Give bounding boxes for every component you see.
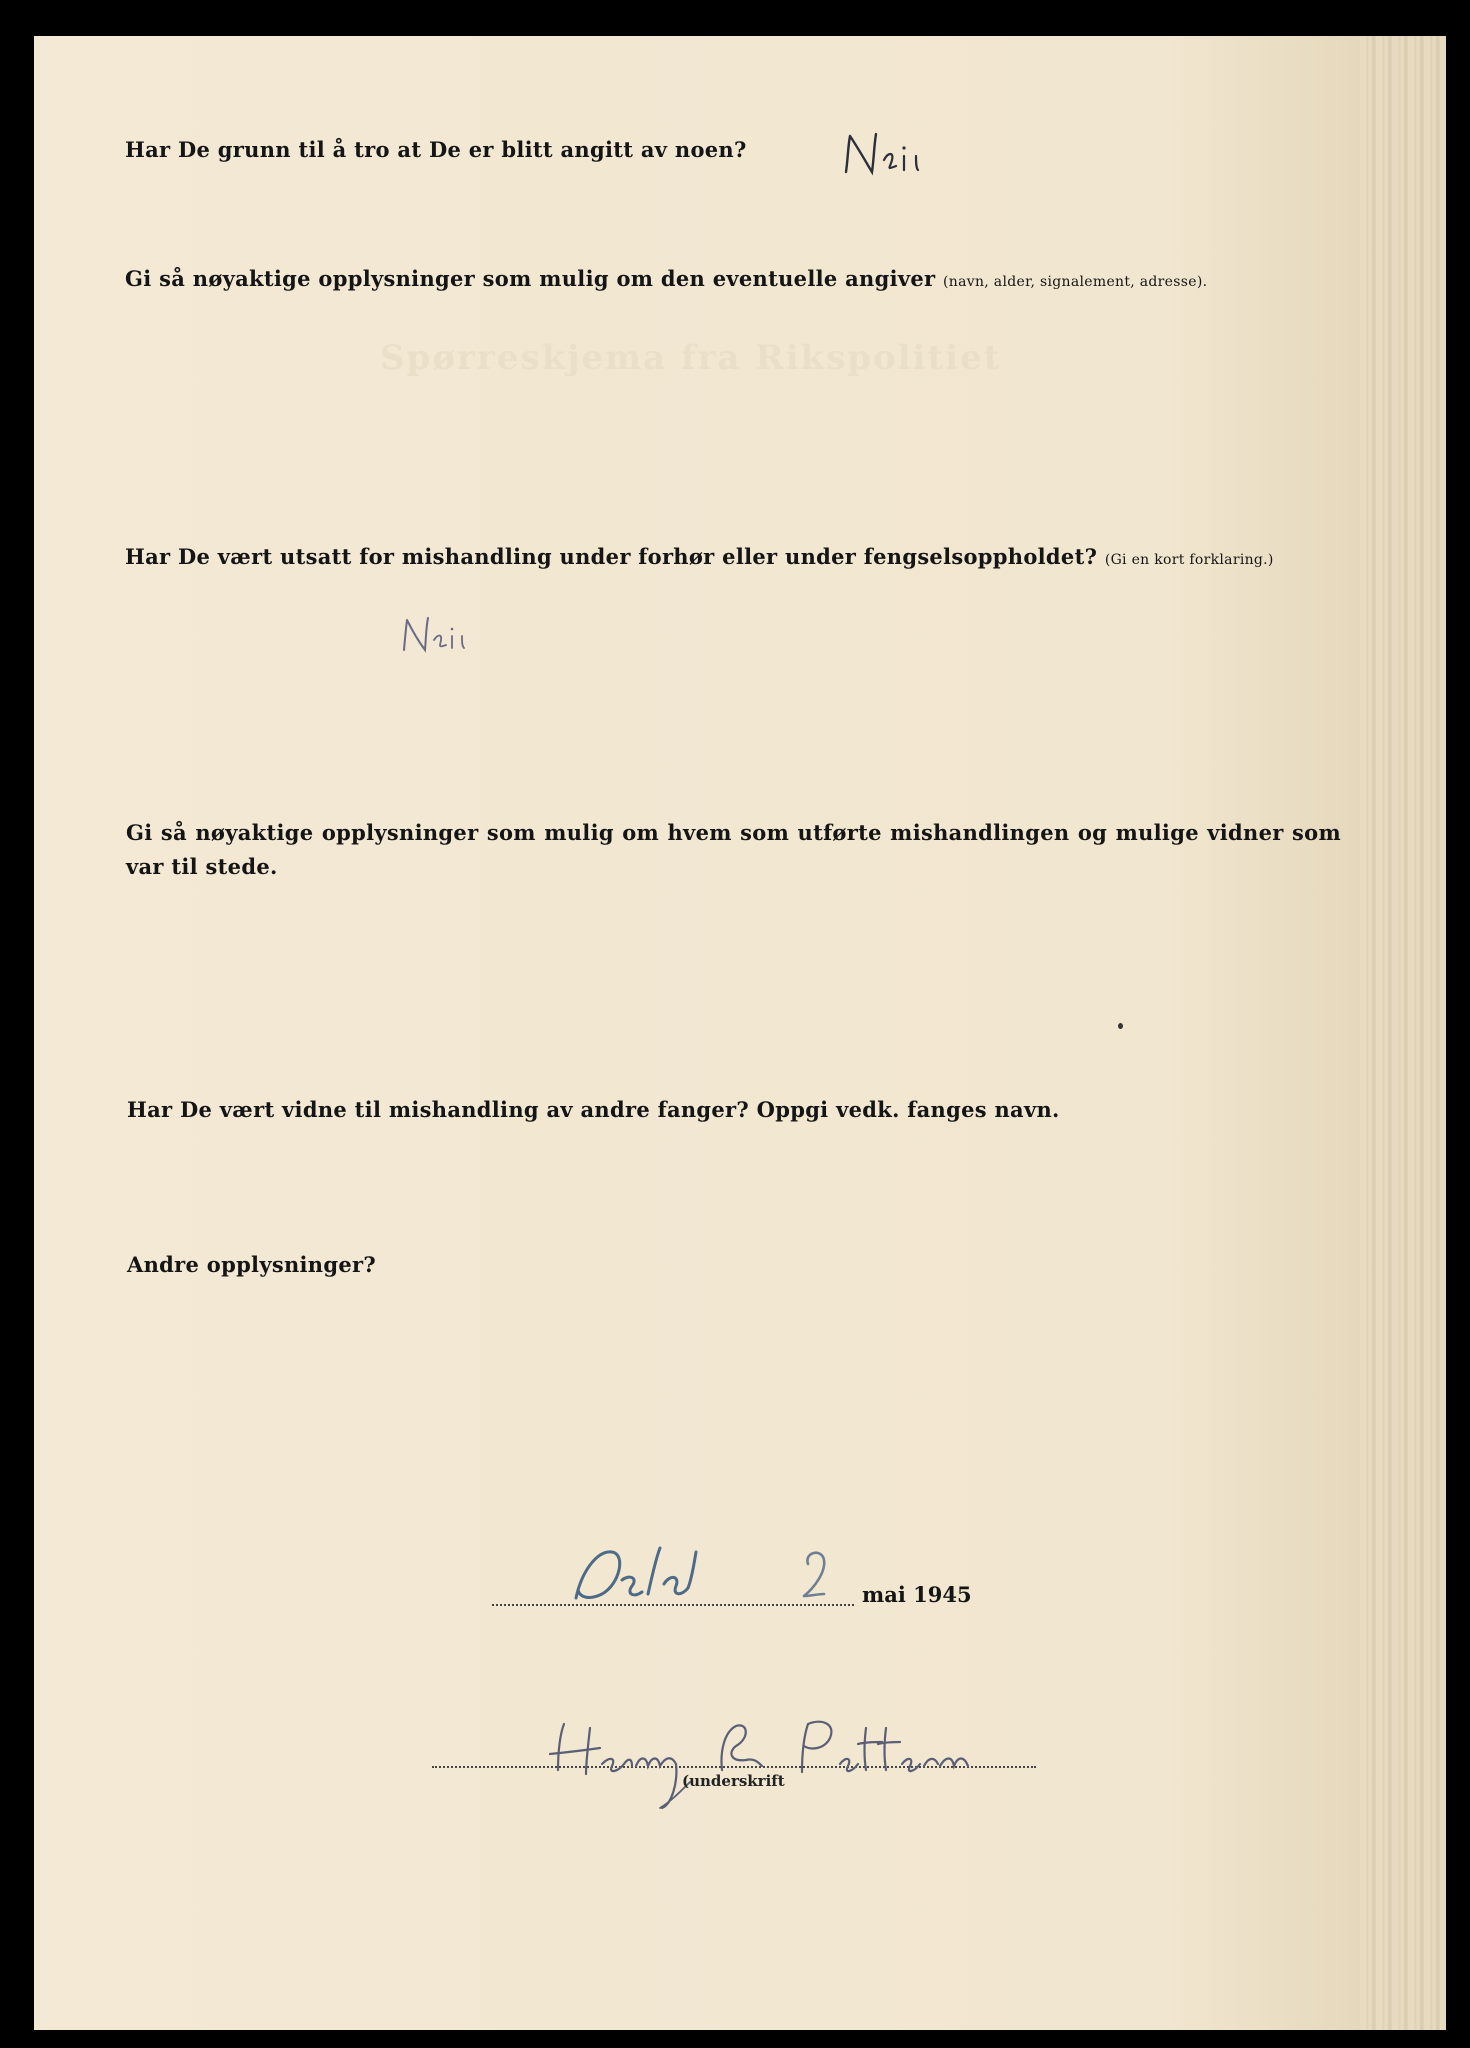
question-vidner bbox=[126, 816, 1341, 884]
question-angiver bbox=[125, 266, 1207, 291]
question-andre-fanger-text: Har De vært vidne til mishandling av andre fanger? Oppgi vedk. fanges navn. bbox=[127, 1097, 1060, 1122]
handwritten-signature bbox=[540, 1712, 1040, 1812]
question-vidner-text: Gi så nøyaktige opplysninger som mulig om hvem som utførte mishandlingen og mulige vidner som var til stede. bbox=[126, 820, 1341, 879]
ink-speck bbox=[1118, 1023, 1123, 1029]
question-angiver-text: Gi så nøyaktige opplysninger som mulig om den eventuelle angiver bbox=[125, 266, 936, 291]
handwritten-answer-nei-2 bbox=[398, 612, 490, 658]
underskrift-label bbox=[682, 1772, 785, 1790]
show-through-text: Spørreskjema fra Rikspolitiet bbox=[380, 338, 1002, 378]
handwritten-place-date bbox=[568, 1540, 858, 1612]
question-angiver-note: (navn, alder, signalement, adresse). bbox=[943, 274, 1208, 290]
question-mishandling-note: (Gi en kort forklaring.) bbox=[1104, 552, 1274, 568]
date-printed bbox=[862, 1582, 972, 1607]
underskrift-label-text: (underskrift bbox=[682, 1772, 785, 1790]
question-angitt bbox=[125, 137, 747, 162]
question-angitt-text: Har De grunn til å tro at De er blitt angitt av noen? bbox=[125, 137, 747, 162]
page-edge bbox=[1360, 36, 1446, 2030]
handwritten-answer-nei-1 bbox=[840, 128, 950, 180]
date-printed-text: mai 1945 bbox=[862, 1582, 972, 1607]
question-mishandling-text: Har De vært utsatt for mishandling under forhør eller under fengselsoppholdet? bbox=[125, 544, 1098, 569]
question-andre-opplysninger bbox=[127, 1252, 376, 1277]
question-mishandling bbox=[125, 544, 1274, 569]
question-andre-opplysninger-text: Andre opplysninger? bbox=[127, 1252, 376, 1277]
question-andre-fanger bbox=[127, 1097, 1060, 1122]
